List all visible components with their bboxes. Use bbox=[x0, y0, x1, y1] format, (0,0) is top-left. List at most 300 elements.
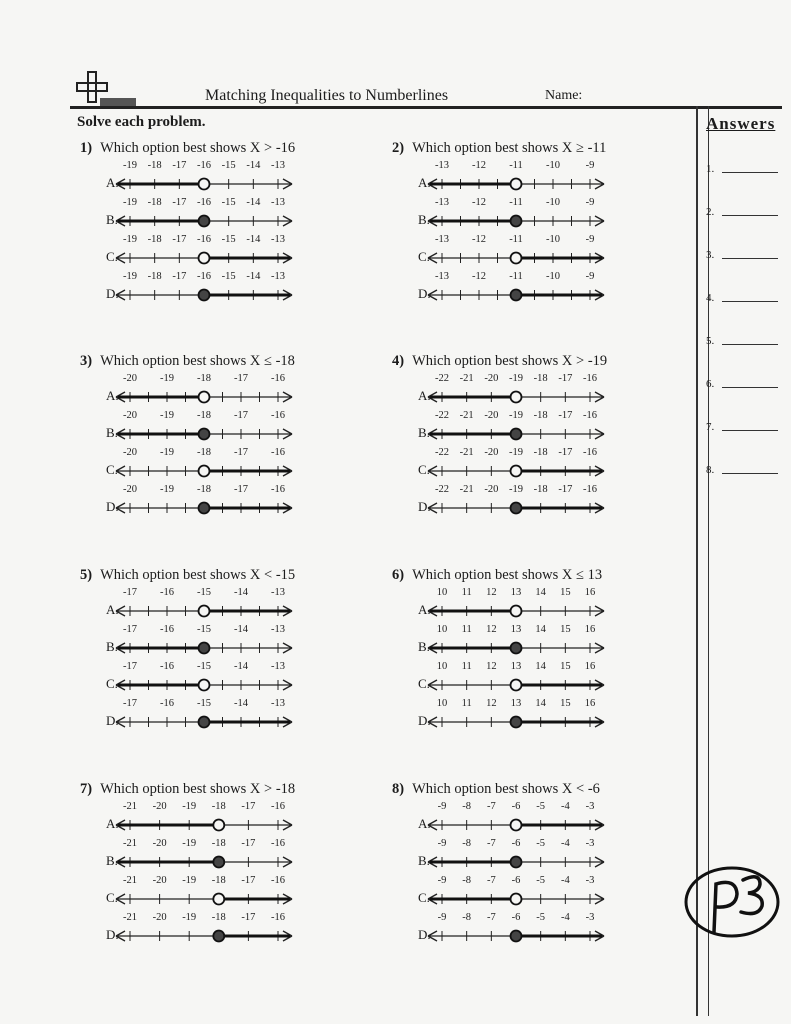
answer-slot bbox=[706, 292, 714, 304]
closed-circle-icon bbox=[199, 290, 210, 301]
question bbox=[80, 353, 295, 370]
tick-label: -10 bbox=[546, 271, 560, 282]
number-line bbox=[80, 408, 310, 444]
tick-label: -16 bbox=[160, 661, 174, 672]
tick-label: -13 bbox=[271, 661, 285, 672]
tick-label: -17 bbox=[234, 447, 248, 458]
closed-circle-icon bbox=[511, 857, 522, 868]
answer-option[interactable] bbox=[392, 659, 692, 695]
tick-label: -16 bbox=[197, 197, 211, 208]
tick-label: -17 bbox=[123, 624, 137, 635]
tick-label: -20 bbox=[123, 373, 137, 384]
number-line bbox=[80, 799, 310, 835]
answer-option[interactable] bbox=[392, 195, 692, 231]
tick-label: -5 bbox=[536, 801, 546, 812]
tick-label: -8 bbox=[462, 801, 472, 812]
answer-option[interactable] bbox=[392, 873, 692, 909]
tick-label: -21 bbox=[459, 447, 474, 458]
answer-blank-line[interactable] bbox=[722, 258, 778, 259]
tick-label: -9 bbox=[585, 271, 595, 282]
option-letter: D. bbox=[418, 927, 431, 942]
option-letter: D. bbox=[106, 927, 119, 942]
tick-label: -20 bbox=[123, 484, 137, 495]
tick-label: -13 bbox=[435, 271, 449, 282]
tick-label: -16 bbox=[583, 410, 597, 421]
answer-option[interactable] bbox=[80, 696, 380, 732]
tick-label: -13 bbox=[271, 698, 285, 709]
option-letter: C. bbox=[106, 249, 118, 264]
answer-option[interactable] bbox=[80, 622, 380, 658]
number-line bbox=[392, 158, 622, 194]
tick-label: -14 bbox=[246, 234, 261, 245]
number-line bbox=[392, 836, 622, 872]
answer-option[interactable] bbox=[392, 408, 692, 444]
open-circle-icon bbox=[199, 179, 210, 190]
tick-label: -16 bbox=[271, 912, 285, 923]
question-text: Which option best shows X < -15 bbox=[100, 567, 296, 583]
tick-label: -9 bbox=[437, 875, 447, 886]
tick-label: -16 bbox=[271, 484, 285, 495]
answer-slot bbox=[706, 421, 714, 433]
tick-label: -19 bbox=[182, 875, 197, 886]
option-letter: D. bbox=[106, 499, 119, 514]
number-line bbox=[392, 195, 622, 231]
tick-label: 11 bbox=[461, 624, 472, 635]
handwritten-p3-annotation bbox=[680, 862, 780, 942]
option-letter: A. bbox=[106, 816, 119, 831]
option-letter: C. bbox=[106, 462, 118, 477]
tick-label: 13 bbox=[510, 587, 522, 598]
question-number: 8) bbox=[392, 781, 405, 797]
tick-label: -14 bbox=[234, 661, 248, 672]
tick-label: -19 bbox=[123, 160, 137, 171]
tick-label: -19 bbox=[160, 447, 174, 458]
number-line bbox=[80, 195, 310, 231]
tick-label: -19 bbox=[160, 410, 174, 421]
tick-label: -17 bbox=[558, 447, 573, 458]
answer-slot bbox=[706, 378, 714, 390]
answer-blank-line[interactable] bbox=[722, 430, 778, 431]
tick-label: -18 bbox=[147, 197, 162, 208]
tick-label: -21 bbox=[459, 410, 474, 421]
tick-label: -13 bbox=[271, 587, 285, 598]
option-letter: A. bbox=[418, 175, 431, 190]
tick-label: -9 bbox=[437, 912, 447, 923]
tick-label: -11 bbox=[509, 234, 523, 245]
tick-label: 14 bbox=[535, 698, 546, 709]
question bbox=[80, 781, 295, 798]
tick-label: -17 bbox=[558, 484, 573, 495]
closed-circle-icon bbox=[511, 503, 522, 514]
number-line bbox=[80, 910, 310, 946]
number-line bbox=[80, 873, 310, 909]
answer-option[interactable] bbox=[80, 195, 380, 231]
answer-option[interactable] bbox=[80, 408, 380, 444]
tick-label: -15 bbox=[221, 234, 236, 245]
tick-label: 15 bbox=[560, 661, 571, 672]
open-circle-icon bbox=[511, 466, 522, 477]
option-letter: D. bbox=[106, 713, 119, 728]
tick-label: -15 bbox=[197, 587, 211, 598]
number-line bbox=[392, 408, 622, 444]
tick-label: 16 bbox=[584, 624, 596, 635]
tick-label: -20 bbox=[152, 875, 167, 886]
answer-blank-line[interactable] bbox=[722, 215, 778, 216]
open-circle-icon bbox=[199, 253, 210, 264]
tick-label: -9 bbox=[585, 234, 595, 245]
question-number: 7) bbox=[80, 781, 93, 797]
tick-label: 12 bbox=[486, 698, 497, 709]
open-circle-icon bbox=[199, 680, 210, 691]
question-number: 4) bbox=[392, 353, 405, 369]
tick-label: -16 bbox=[160, 587, 174, 598]
number-line bbox=[80, 445, 310, 481]
tick-label: -20 bbox=[152, 801, 167, 812]
tick-label: -18 bbox=[197, 484, 211, 495]
number-line bbox=[80, 269, 310, 305]
tick-label: -17 bbox=[172, 160, 187, 171]
option-letter: C. bbox=[418, 462, 430, 477]
tick-label: -7 bbox=[486, 912, 496, 923]
tick-label: -10 bbox=[546, 234, 560, 245]
question-text: Which option best shows X ≥ -11 bbox=[412, 140, 607, 156]
answer-option[interactable] bbox=[392, 232, 692, 268]
tick-label: -14 bbox=[246, 197, 261, 208]
tick-label: -21 bbox=[123, 801, 137, 812]
tick-label: -15 bbox=[197, 661, 211, 672]
tick-label: -9 bbox=[437, 838, 447, 849]
tick-label: -3 bbox=[585, 912, 595, 923]
answer-option[interactable] bbox=[80, 232, 380, 268]
tick-label: 13 bbox=[510, 698, 522, 709]
answer-number: 4. bbox=[706, 292, 715, 304]
tick-label: -22 bbox=[435, 410, 449, 421]
problem bbox=[392, 353, 692, 523]
option-letter: A. bbox=[106, 175, 119, 190]
tick-label: 10 bbox=[436, 587, 448, 598]
tick-label: -9 bbox=[585, 160, 595, 171]
number-line bbox=[392, 269, 622, 305]
tick-label: -17 bbox=[234, 484, 248, 495]
tick-label: -12 bbox=[472, 234, 486, 245]
closed-circle-icon bbox=[199, 717, 210, 728]
tick-label: -16 bbox=[271, 801, 285, 812]
tick-label: -20 bbox=[123, 447, 137, 458]
tick-label: -7 bbox=[486, 838, 496, 849]
number-line bbox=[80, 659, 310, 695]
tick-label: -13 bbox=[271, 234, 285, 245]
tick-label: -19 bbox=[160, 484, 174, 495]
tick-label: 13 bbox=[510, 661, 522, 672]
tick-label: 16 bbox=[584, 698, 596, 709]
tick-label: -19 bbox=[509, 373, 523, 384]
answer-option[interactable] bbox=[80, 910, 380, 946]
number-line bbox=[392, 232, 622, 268]
tick-label: -21 bbox=[123, 912, 137, 923]
tick-label: -8 bbox=[462, 875, 472, 886]
answer-number: 5. bbox=[706, 335, 715, 347]
tick-label: -4 bbox=[560, 875, 570, 886]
closed-circle-icon bbox=[213, 857, 224, 868]
number-line bbox=[392, 622, 622, 658]
question-number: 3) bbox=[80, 353, 93, 369]
tick-label: -18 bbox=[533, 484, 548, 495]
option-letter: D. bbox=[418, 286, 431, 301]
tick-label: -18 bbox=[533, 447, 548, 458]
answer-option[interactable] bbox=[80, 269, 380, 305]
name-label: Name: bbox=[545, 88, 583, 103]
number-line bbox=[392, 910, 622, 946]
open-circle-icon bbox=[511, 392, 522, 403]
tick-label: -11 bbox=[509, 271, 523, 282]
tick-label: -20 bbox=[152, 912, 167, 923]
question-number: 2) bbox=[392, 140, 405, 156]
question bbox=[392, 140, 606, 157]
option-letter: B. bbox=[106, 425, 118, 440]
tick-label: -19 bbox=[509, 410, 523, 421]
tick-label: -7 bbox=[486, 875, 496, 886]
tick-label: -20 bbox=[484, 410, 499, 421]
tick-label: -16 bbox=[583, 484, 597, 495]
number-line bbox=[392, 445, 622, 481]
question-text: Which option best shows X > -19 bbox=[412, 353, 608, 369]
tick-label: -10 bbox=[546, 160, 560, 171]
number-line bbox=[80, 482, 310, 518]
question-number: 6) bbox=[392, 567, 405, 583]
tick-label: -18 bbox=[197, 410, 211, 421]
tick-label: -15 bbox=[221, 160, 236, 171]
tick-label: -11 bbox=[509, 160, 523, 171]
answer-option[interactable] bbox=[80, 659, 380, 695]
tick-label: -18 bbox=[147, 160, 162, 171]
tick-label: -6 bbox=[511, 801, 521, 812]
tick-label: -20 bbox=[123, 410, 137, 421]
number-line bbox=[392, 799, 622, 835]
tick-label: -16 bbox=[583, 447, 597, 458]
answer-option[interactable] bbox=[392, 696, 692, 732]
tick-label: -17 bbox=[234, 373, 248, 384]
tick-label: -19 bbox=[123, 234, 137, 245]
tick-label: -18 bbox=[211, 875, 226, 886]
number-line bbox=[392, 371, 622, 407]
tick-label: -19 bbox=[123, 197, 137, 208]
tick-label: -18 bbox=[211, 838, 226, 849]
tick-label: -22 bbox=[435, 447, 449, 458]
tick-label: -18 bbox=[533, 410, 548, 421]
question bbox=[392, 353, 607, 370]
answer-number: 7. bbox=[706, 421, 715, 433]
question-number: 5) bbox=[80, 567, 93, 583]
option-letter: D. bbox=[418, 713, 431, 728]
tick-label: 11 bbox=[461, 698, 472, 709]
option-letter: C. bbox=[106, 890, 118, 905]
tick-label: 11 bbox=[461, 587, 472, 598]
open-circle-icon bbox=[511, 253, 522, 264]
open-circle-icon bbox=[511, 680, 522, 691]
answer-blank-line[interactable] bbox=[722, 387, 778, 388]
option-letter: C. bbox=[418, 249, 430, 264]
answers-title: Answers bbox=[706, 114, 776, 133]
open-circle-icon bbox=[511, 179, 522, 190]
answer-slot bbox=[706, 249, 714, 261]
answer-blank-line[interactable] bbox=[722, 473, 778, 474]
open-circle-icon bbox=[511, 606, 522, 617]
option-letter: A. bbox=[106, 602, 119, 617]
option-letter: B. bbox=[106, 639, 118, 654]
tick-label: -21 bbox=[123, 838, 137, 849]
tick-label: -20 bbox=[484, 484, 499, 495]
closed-circle-icon bbox=[511, 216, 522, 227]
tick-label: -17 bbox=[241, 838, 256, 849]
number-line bbox=[80, 622, 310, 658]
problem bbox=[392, 781, 692, 951]
option-letter: C. bbox=[418, 890, 430, 905]
closed-circle-icon bbox=[199, 643, 210, 654]
tick-label: 15 bbox=[560, 587, 571, 598]
problem bbox=[392, 140, 692, 310]
tick-label: -17 bbox=[241, 875, 256, 886]
question bbox=[392, 567, 602, 584]
tick-label: -18 bbox=[197, 373, 211, 384]
answer-number: 8. bbox=[706, 464, 715, 476]
open-circle-icon bbox=[199, 392, 210, 403]
answer-option[interactable] bbox=[80, 371, 380, 407]
number-line bbox=[80, 232, 310, 268]
problem bbox=[80, 567, 380, 737]
option-letter: C. bbox=[106, 676, 118, 691]
tick-label: 10 bbox=[436, 624, 448, 635]
tick-label: 12 bbox=[486, 661, 497, 672]
tick-label: -16 bbox=[271, 447, 285, 458]
number-line bbox=[392, 873, 622, 909]
tick-label: -16 bbox=[197, 234, 211, 245]
answer-number: 2. bbox=[706, 206, 715, 218]
tick-label: -19 bbox=[182, 801, 197, 812]
answer-option[interactable] bbox=[392, 371, 692, 407]
tick-label: -17 bbox=[172, 234, 187, 245]
tick-label: -16 bbox=[271, 875, 285, 886]
answer-option[interactable] bbox=[392, 836, 692, 872]
answer-option[interactable] bbox=[80, 158, 380, 194]
tick-label: -15 bbox=[197, 624, 211, 635]
question bbox=[80, 567, 295, 584]
tick-label: -17 bbox=[558, 373, 573, 384]
tick-label: -16 bbox=[197, 160, 211, 171]
tick-label: -9 bbox=[585, 197, 595, 208]
number-line bbox=[392, 696, 622, 732]
tick-label: -13 bbox=[435, 197, 449, 208]
open-circle-icon bbox=[213, 894, 224, 905]
answer-option[interactable] bbox=[392, 585, 692, 621]
problem bbox=[80, 781, 380, 951]
answer-option[interactable] bbox=[392, 269, 692, 305]
closed-circle-icon bbox=[199, 503, 210, 514]
tick-label: -11 bbox=[509, 197, 523, 208]
answer-blank-line[interactable] bbox=[722, 172, 778, 173]
tick-label: -16 bbox=[583, 373, 597, 384]
tick-label: 10 bbox=[436, 661, 448, 672]
option-letter: A. bbox=[418, 816, 431, 831]
tick-label: -12 bbox=[472, 271, 486, 282]
question bbox=[80, 140, 295, 157]
answer-option[interactable] bbox=[392, 445, 692, 481]
tick-label: -18 bbox=[211, 912, 226, 923]
tick-label: 16 bbox=[584, 661, 596, 672]
tick-label: -17 bbox=[172, 271, 187, 282]
tick-label: -15 bbox=[197, 698, 211, 709]
tick-label: -14 bbox=[234, 624, 248, 635]
tick-label: -3 bbox=[585, 838, 595, 849]
answer-option[interactable] bbox=[392, 482, 692, 518]
answer-option[interactable] bbox=[80, 873, 380, 909]
tick-label: -18 bbox=[147, 234, 162, 245]
tick-label: -21 bbox=[459, 373, 474, 384]
tick-label: -16 bbox=[160, 698, 174, 709]
number-line bbox=[392, 659, 622, 695]
answer-option[interactable] bbox=[392, 622, 692, 658]
tick-label: -6 bbox=[511, 875, 521, 886]
tick-label: -19 bbox=[182, 912, 197, 923]
answer-number: 6. bbox=[706, 378, 715, 390]
tick-label: -17 bbox=[123, 698, 137, 709]
answer-blank-line[interactable] bbox=[722, 344, 778, 345]
tick-label: -4 bbox=[560, 801, 570, 812]
tick-label: -20 bbox=[152, 838, 167, 849]
answer-option[interactable] bbox=[80, 585, 380, 621]
option-letter: B. bbox=[418, 853, 430, 868]
answer-blank-line[interactable] bbox=[722, 301, 778, 302]
number-line bbox=[80, 371, 310, 407]
tick-label: -20 bbox=[484, 447, 499, 458]
tick-label: -6 bbox=[511, 912, 521, 923]
tick-label: -5 bbox=[536, 912, 546, 923]
tick-label: -16 bbox=[197, 271, 211, 282]
instructions: Solve each problem. bbox=[77, 114, 206, 130]
tick-label: -12 bbox=[472, 160, 486, 171]
tick-label: -3 bbox=[585, 801, 595, 812]
answer-option[interactable] bbox=[392, 799, 692, 835]
tick-label: -13 bbox=[271, 160, 285, 171]
answer-option[interactable] bbox=[80, 482, 380, 518]
question-number: 1) bbox=[80, 140, 93, 156]
open-circle-icon bbox=[511, 894, 522, 905]
tick-label: -18 bbox=[197, 447, 211, 458]
tick-label: -14 bbox=[234, 587, 248, 598]
closed-circle-icon bbox=[511, 643, 522, 654]
tick-label: -4 bbox=[560, 838, 570, 849]
answer-option[interactable] bbox=[80, 445, 380, 481]
closed-circle-icon bbox=[199, 429, 210, 440]
tick-label: -13 bbox=[271, 197, 285, 208]
answer-option[interactable] bbox=[80, 799, 380, 835]
tick-label: -15 bbox=[221, 197, 236, 208]
page-title: Matching Inequalities to Numberlines bbox=[205, 87, 449, 104]
question-text: Which option best shows X ≤ -18 bbox=[100, 353, 295, 369]
answer-option[interactable] bbox=[392, 158, 692, 194]
question-text: Which option best shows X < -6 bbox=[412, 781, 600, 797]
tick-label: -17 bbox=[123, 587, 137, 598]
answer-number: 3. bbox=[706, 249, 715, 261]
answer-option[interactable] bbox=[80, 836, 380, 872]
tick-label: -16 bbox=[271, 838, 285, 849]
tick-label: -21 bbox=[123, 875, 137, 886]
tick-label: -13 bbox=[435, 234, 449, 245]
tick-label: -9 bbox=[437, 801, 447, 812]
answer-option[interactable] bbox=[392, 910, 692, 946]
tick-label: -13 bbox=[271, 271, 285, 282]
question-text: Which option best shows X > -16 bbox=[100, 140, 296, 156]
open-circle-icon bbox=[199, 606, 210, 617]
